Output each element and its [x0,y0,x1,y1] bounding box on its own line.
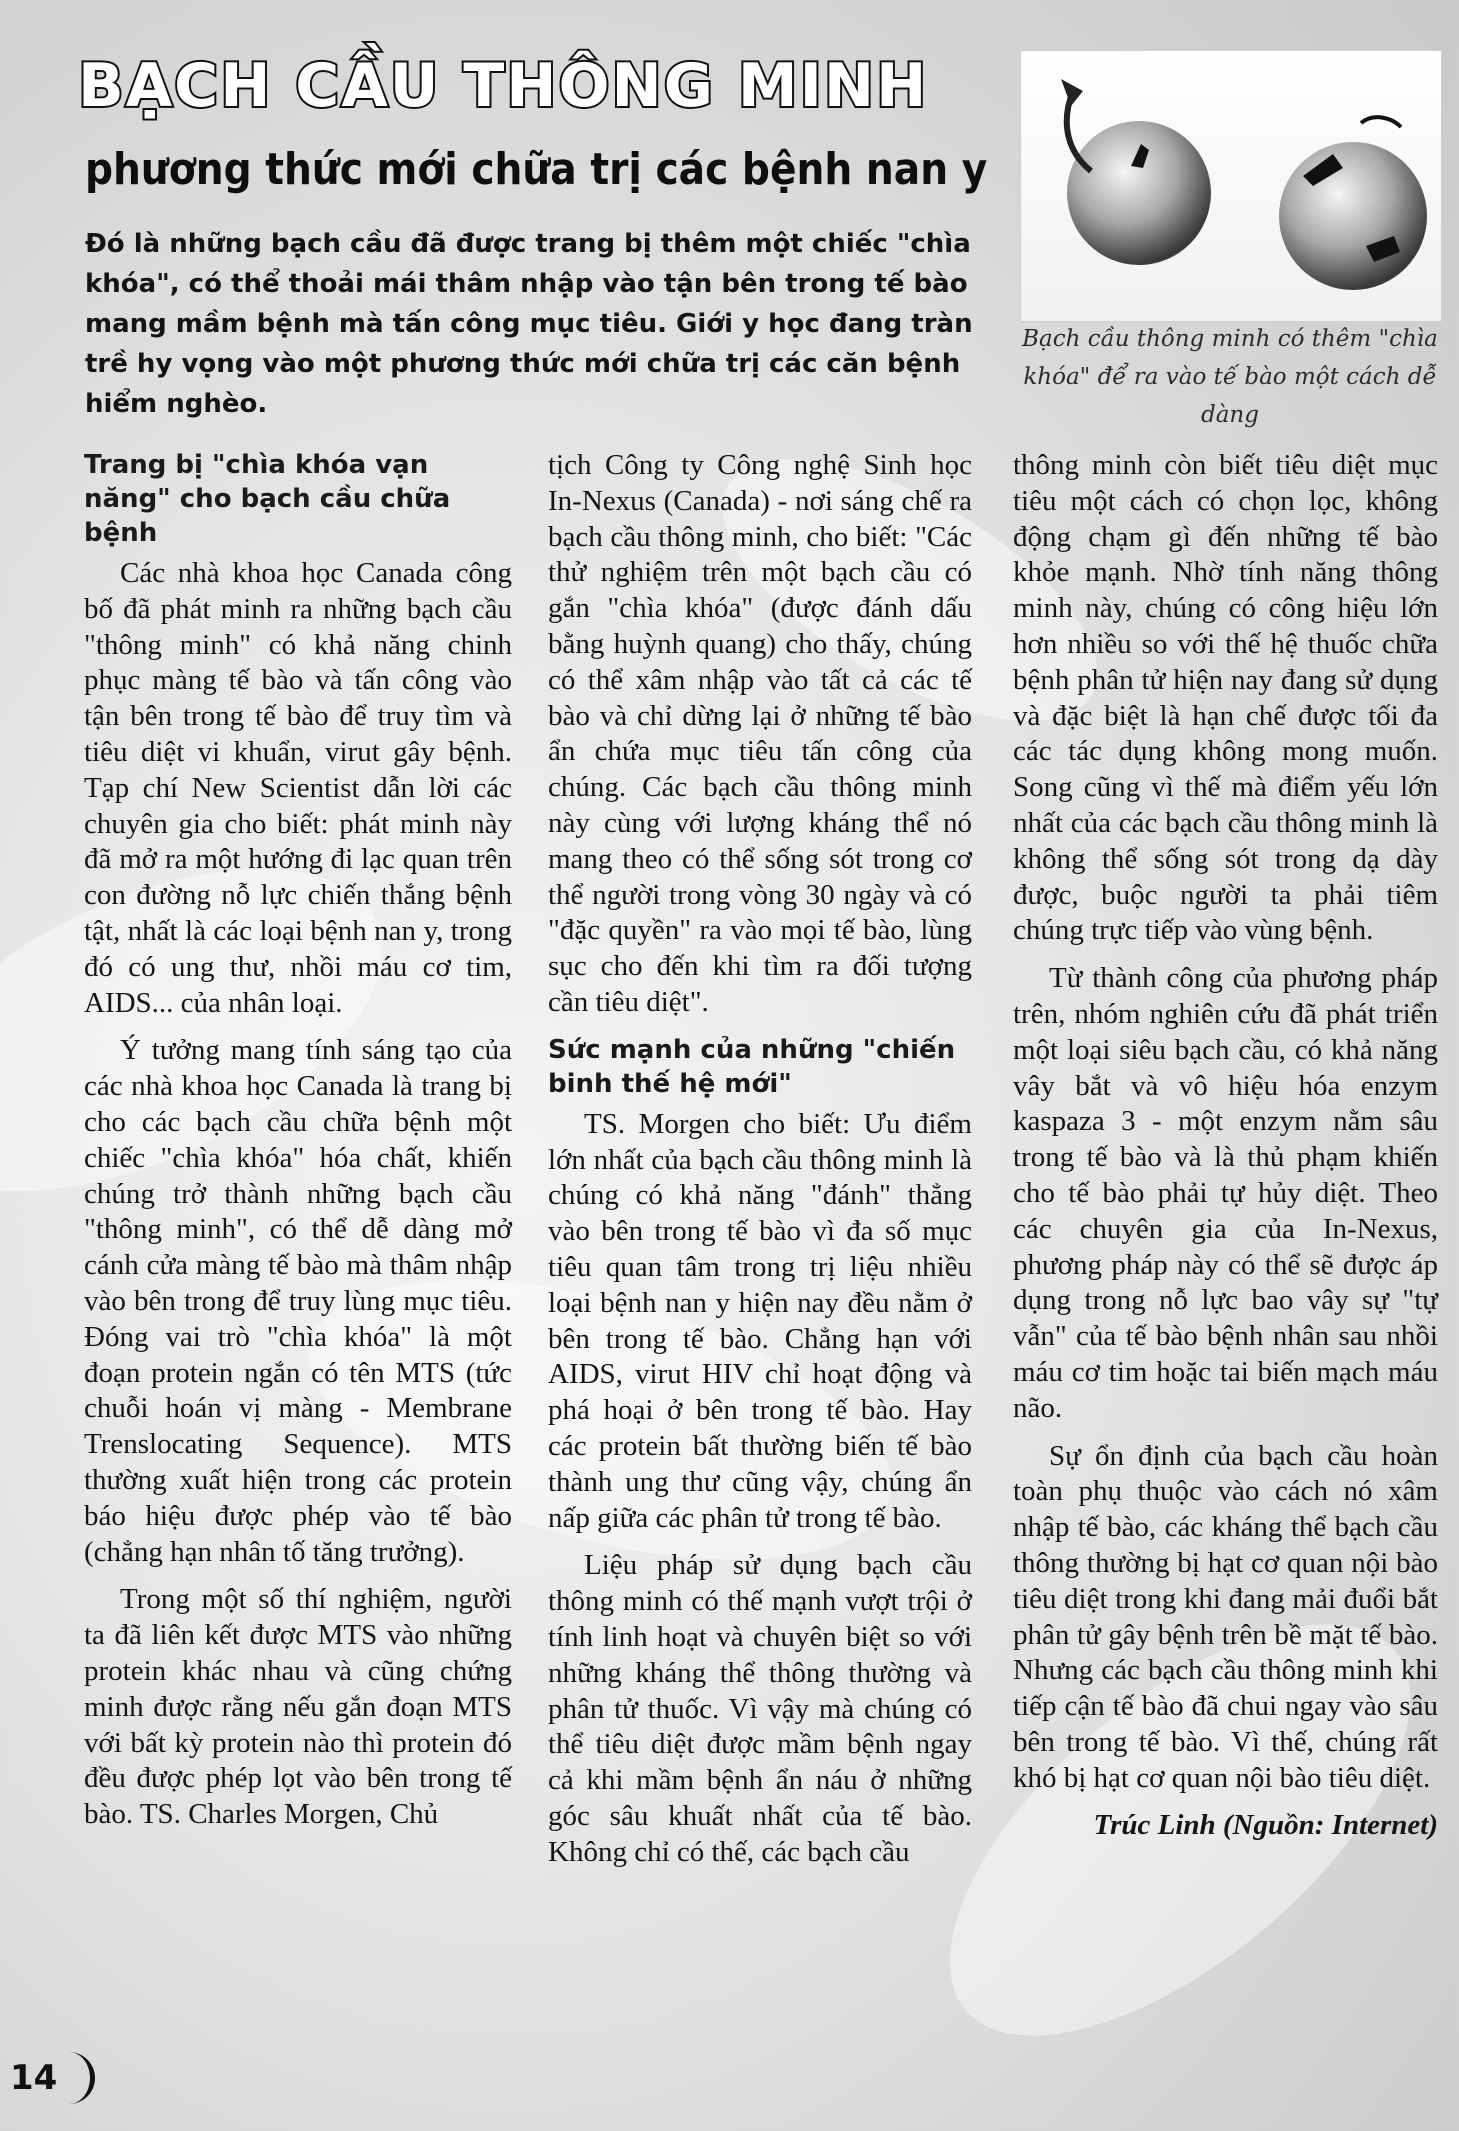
article-column-1 [84,448,512,1845]
key-icon [1361,117,1401,127]
cell-right [1279,142,1427,290]
key-icon [1061,79,1083,106]
white-blood-cell-illustration [1020,50,1442,322]
figure-caption: Bạch cầu thông minh có thêm "chìa khóa" để ra vào tế bào một cách dễ dàng [1022,326,1438,428]
paragraph: Trong một số thí nghiệm, người ta đã liên kết được MTS vào những protein khác nhau và cũng chứng minh được rằng nếu gắn đoạn MTS với bất kỳ protein nào thì protein đó đều được phép lọt vào bên trong tế bào. TS. Charles Morgen, Chủ [84,1583,512,1831]
cells-image [1021,51,1441,321]
paragraph: tịch Công ty Công nghệ Sinh học In-Nexus (Canada) - nơi sáng chế ra bạch cầu thông minh, cho biết: "Các thử nghiệm trên một bạch cầu có gắn "chìa khóa" (được đánh dấu bằng huỳnh quang) cho thấy, chúng có thể xâm nhập vào tất cả các tế bào và chỉ dừng lại ở những tế bào ẩn chứa mục tiêu tấn công của chúng. Các bạch cầu thông minh này cùng với lượng kháng thể nó mang theo có thể sống sót trong cơ thể người trong vòng 30 ngày và có "đặc quyền" ra vào mọi tế bào, lùng sục cho đến khi tìm ra đối tượng cần tiêu diệt". [548,449,972,1018]
page-number: 14 [4,2052,95,2104]
section-heading-1: Trang bị "chìa khóa vạn năng" cho bạch cầu chữa bệnh [84,450,451,548]
paragraph: Sự ổn định của bạch cầu hoàn toàn phụ thuộc vào cách nó xâm nhập tế bào, các kháng thể bạch cầu thông thường bị hạt cơ quan nội bào tiêu diệt trong khi đang mải đuổi bắt phân tử gây bệnh trên bề mặt tế bào. Nhưng các bạch cầu thông minh khi tiếp cận tế bào đã chui ngay vào sâu bên trong tế bào. Vì thế, chúng rất khó bị hạt cơ quan nội bào tiêu diệt. [1013,1439,1438,1794]
article-column-2 [548,448,972,1882]
article-column-3 [1013,448,1438,1856]
article-title: BẠCH CẦU THÔNG MINH [78,51,929,121]
article-subtitle: phương thức mới chữa trị các bệnh nan y [85,144,988,195]
article-lead: Đó là những bạch cầu đã được trang bị thêm một chiếc "chìa khóa", có thể thoải mái thâm nhập vào tận bên trong tế bào mang mầm bệnh mà tấn công mục tiêu. Giới y học đang tràn trề hy vọng vào một phương thức mới chữa trị các căn bệnh hiểm nghèo. [85,229,973,419]
cell-left [1067,121,1211,265]
paragraph: thông minh còn biết tiêu diệt mục tiêu một cách có chọn lọc, không động chạm gì đến những tế bào khỏe mạnh. Nhờ tính năng thông minh này, chúng có công hiệu lớn hơn nhiều so với thế hệ thuốc chữa bệnh phân tử hiện nay đang sử dụng và đặc biệt là hạn chế được tối đa các tác dụng không mong muốn. Song cũng vì thế mà điểm yếu lớn nhất của các bạch cầu thông minh là không thể sống sót trong dạ dày được, buộc người ta phải tiêm chúng trực tiếp vào vùng bệnh. [1013,449,1438,947]
paragraph: Ý tưởng mang tính sáng tạo của các nhà khoa học Canada là trang bị cho các bạch cầu chữa bệnh một chiếc "chìa khóa" hóa chất, khiến chúng trở thành những bạch cầu "thông minh", có thể dễ dàng mở cánh cửa màng tế bào mà thâm nhập vào bên trong để truy lùng mục tiêu. Đóng vai trò "chìa khóa" là một đoạn protein ngắn có tên MTS (tức chuỗi hoán vị màng - Membrane Trenslocating Sequence). MTS thường xuất hiện trong các protein báo hiệu được phép vào tế bào (chẳng hạn nhân tố tăng trưởng). [84,1034,512,1568]
section-heading-2: Sức mạnh của những "chiến binh thế hệ mới" [548,1034,956,1099]
paragraph: Các nhà khoa học Canada công bố đã phát minh ra những bạch cầu "thông minh" có khả năng chinh phục màng tế bào và tấn công vào tận bên trong tế bào để truy tìm và tiêu diệt vi khuẩn, virut gây bệnh. Tạp chí New Scientist dẫn lời các chuyên gia cho biết: phát minh này đã mở ra một hướng đi lạc quan trên con đường nỗ lực chiến thắng bệnh tật, nhất là các loại bệnh nan y, trong đó có ung thư, nhồi máu cơ tim, AIDS... của nhân loại. [84,557,512,1019]
paragraph: Từ thành công của phương pháp trên, nhóm nghiên cứu đã phát triển một loại siêu bạch cầu, có khả năng vây bắt và vô hiệu hóa enzym kaspaza 3 - một enzym nằm sâu trong tế bào và là thủ phạm khiến cho tế bào phải tự hủy diệt. Theo các chuyên gia của In-Nexus, phương pháp này có thể sẽ được áp dụng trong nỗ lực bao vây sự "tự vẫn" của tế bào bệnh nhân sau nhồi máu cơ tim hoặc tai biến mạch máu não. [1013,962,1438,1424]
paragraph: TS. Morgen cho biết: Ưu điểm lớn nhất của bạch cầu thông minh là chúng có khả năng "đánh" thẳng vào bên trong tế bào vì đa số mục tiêu quan tâm trong trị liệu nhiều loại bệnh nan y hiện nay đều nằm ở bên trong tế bào. Chẳng hạn với AIDS, virut HIV chỉ hoạt động và phá hoại ở bên trong tế bào. Hay các protein bất thường biến tế bào thành ung thư cũng vậy, chúng ẩn nấp giữa các phân tử trong tế bào. [548,1107,972,1534]
author-credit: Trúc Linh (Nguồn: Internet) [1093,1809,1438,1842]
paragraph: Liệu pháp sử dụng bạch cầu thông minh có thế mạnh vượt trội ở tính linh hoạt và chuyên biệt so với những kháng thể thông thường và phân tử thuốc. Vì vậy mà chúng có thể tiêu diệt được mầm bệnh ngay cả khi mầm bệnh ẩn náu ở những góc sâu khuất nhất của tế bào. Không chỉ có thế, các bạch cầu [548,1549,972,1868]
